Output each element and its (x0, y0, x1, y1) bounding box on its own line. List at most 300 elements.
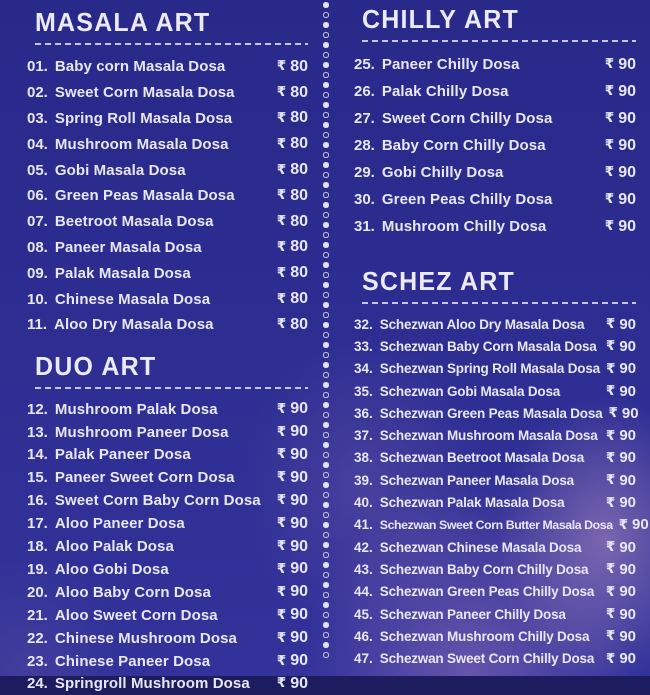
divider-dot (323, 552, 329, 558)
item-price-value: 90 (290, 423, 308, 441)
item-number: 14. (27, 446, 48, 464)
item-price (277, 161, 308, 179)
divider-dot (323, 442, 329, 448)
item-price-value: 90 (632, 516, 649, 534)
divider-dot (323, 622, 329, 628)
divider-dot (323, 262, 329, 268)
item-price (606, 316, 636, 333)
item-price (277, 135, 308, 153)
item-price-value: 90 (290, 514, 308, 532)
item-name: Chinese Masala Dosa (54, 290, 211, 308)
section-duo-art (27, 352, 308, 695)
item-name: Springroll Mushroom Dosa (54, 675, 250, 693)
item-price (277, 652, 308, 670)
rupee-icon: ₹ (276, 560, 287, 576)
divider-dot (323, 92, 329, 98)
rupee-icon: ₹ (604, 83, 615, 98)
item-number: 45. (354, 606, 373, 622)
item-price (277, 560, 308, 578)
item-price (605, 83, 636, 101)
menu-item-row (27, 489, 308, 512)
rupee-icon: ₹ (605, 539, 616, 555)
item-price-value: 80 (290, 57, 308, 75)
item-price (277, 423, 308, 441)
item-price-value: 90 (290, 468, 308, 486)
item-name: Beetroot Masala Dosa (54, 213, 214, 231)
item-number: 31. (354, 218, 375, 235)
item-number: 34. (354, 361, 373, 377)
item-number: 13. (27, 423, 48, 441)
item-price-value: 90 (618, 217, 636, 235)
menu-item-row (27, 131, 308, 157)
item-name: Schezwan Gobi Masala Dosa (379, 383, 561, 399)
menu-item-row (354, 186, 636, 213)
menu-item-row (354, 603, 636, 625)
menu-item-row (27, 209, 308, 235)
item-number: 41. (354, 517, 373, 533)
item-name: Schezwan Baby Corn Masala Dosa (379, 338, 597, 354)
item-number: 38. (354, 450, 373, 466)
item-number: 12. (27, 400, 48, 418)
divider-dot (323, 292, 329, 298)
rupee-icon: ₹ (276, 135, 287, 151)
item-price (277, 109, 308, 127)
item-name: Sweet Corn Chilly Dosa (381, 110, 553, 127)
menu-item-row (354, 105, 636, 132)
menu-column-right (332, 0, 650, 676)
item-price-value: 90 (619, 560, 636, 578)
divider-dot (323, 192, 329, 198)
divider-dot (323, 482, 329, 488)
divider-dot (323, 282, 329, 288)
item-number: 19. (27, 560, 48, 578)
rupee-icon: ₹ (605, 316, 616, 332)
rupee-icon: ₹ (605, 650, 616, 666)
item-number: 24. (27, 675, 48, 693)
item-price-value: 80 (290, 264, 308, 282)
rupee-icon: ₹ (276, 629, 287, 645)
divider-dot (323, 412, 329, 418)
item-price (277, 629, 308, 647)
item-number: 39. (354, 472, 373, 488)
divider-dot (323, 572, 329, 578)
item-price-value: 90 (619, 449, 636, 467)
item-list-chilly-art (354, 51, 636, 240)
item-name: Baby Corn Chilly Dosa (381, 137, 546, 154)
rupee-icon: ₹ (604, 164, 615, 179)
rupee-icon: ₹ (276, 583, 287, 599)
item-price (605, 110, 636, 128)
item-price (605, 137, 636, 155)
item-price-value: 90 (618, 82, 636, 100)
item-name: Mushroom Chilly Dosa (381, 218, 547, 235)
section-title-masala-art: MASALA ART (35, 8, 211, 38)
rupee-icon: ₹ (605, 360, 616, 376)
item-name: Mushroom Masala Dosa (54, 135, 229, 153)
rupee-icon: ₹ (604, 218, 615, 233)
divider-dot (323, 422, 329, 428)
item-name: Chinese Paneer Dosa (54, 652, 211, 670)
item-price-value: 80 (290, 212, 308, 230)
item-price-value: 90 (618, 190, 636, 208)
item-price (606, 338, 636, 355)
item-name: Schezwan Paneer Masala Dosa (379, 472, 574, 488)
item-name: Schezwan Palak Masala Dosa (379, 495, 565, 511)
menu-item-row (27, 604, 308, 627)
menu-item-row (354, 424, 636, 446)
item-price (605, 56, 636, 74)
divider-dot (323, 352, 329, 358)
divider-dot (323, 112, 329, 118)
item-number: 28. (354, 137, 375, 154)
item-number: 40. (354, 495, 373, 511)
divider-dot (323, 52, 329, 58)
item-name: Schezwan Mushroom Chilly Dosa (379, 628, 590, 644)
divider-dot (323, 42, 329, 48)
item-name: Mushroom Palak Dosa (54, 400, 218, 418)
divider-dot (323, 222, 329, 228)
section-title-duo-art: DUO ART (35, 351, 157, 381)
rupee-icon: ₹ (605, 628, 616, 644)
item-name: Palak Chilly Dosa (381, 83, 509, 100)
item-name: Paneer Masala Dosa (54, 238, 202, 256)
divider-dot (323, 402, 329, 408)
item-price-value: 90 (290, 560, 308, 578)
menu-item-row (27, 235, 308, 261)
rupee-icon: ₹ (618, 516, 629, 532)
item-number: 23. (27, 652, 48, 670)
divider-dot (323, 472, 329, 478)
item-name: Schezwan Aloo Dry Masala Dosa (379, 316, 585, 332)
menu-item-row (27, 183, 308, 209)
section-underline (362, 302, 636, 304)
item-price (608, 405, 638, 422)
item-number: 46. (354, 628, 373, 644)
item-number: 11. (27, 316, 48, 334)
section-chilly-art (354, 5, 636, 240)
divider-dot (323, 172, 329, 178)
divider-dot (323, 2, 329, 8)
item-price-value: 80 (290, 109, 308, 127)
item-name: Schezwan Spring Roll Masala Dosa (379, 361, 600, 377)
rupee-icon: ₹ (605, 472, 616, 488)
menu-item-row (354, 536, 636, 558)
item-price (606, 494, 636, 511)
item-number: 21. (27, 606, 48, 624)
rupee-icon: ₹ (276, 515, 287, 531)
item-number: 08. (27, 238, 48, 256)
item-name: Green Peas Chilly Dosa (381, 191, 553, 208)
item-number: 05. (27, 161, 48, 179)
item-name: Aloo Sweet Corn Dosa (54, 606, 218, 624)
item-name: Baby corn Masala Dosa (54, 58, 226, 76)
rupee-icon: ₹ (276, 538, 287, 554)
menu-item-row (354, 78, 636, 105)
item-number: 27. (354, 110, 375, 127)
divider-dot (323, 302, 329, 308)
item-name: Aloo Gobi Dosa (54, 560, 169, 578)
item-number: 37. (354, 428, 373, 444)
menu-item-row (354, 558, 636, 580)
item-number: 30. (354, 191, 375, 208)
item-price-value: 90 (618, 163, 636, 181)
menu-item-row (354, 380, 636, 402)
section-title-schez-art: SCHEZ ART (362, 267, 515, 297)
item-price-value: 90 (290, 583, 308, 601)
item-name: Paneer Chilly Dosa (381, 56, 520, 73)
menu-item-row (354, 335, 636, 357)
menu-item-row (27, 286, 308, 312)
divider-dot (323, 332, 329, 338)
item-name: Schezwan Paneer Chilly Dosa (379, 606, 566, 622)
divider-dot (323, 642, 329, 648)
menu-item-row (27, 260, 308, 286)
divider-dot (323, 392, 329, 398)
item-price-value: 80 (290, 186, 308, 204)
item-name: Aloo Palak Dosa (54, 538, 174, 556)
divider-dot (323, 142, 329, 148)
item-price (606, 561, 636, 578)
divider-dot (323, 272, 329, 278)
item-number: 18. (27, 538, 48, 556)
divider-dot (323, 372, 329, 378)
item-name: Schezwan Sweet Corn Chilly Dosa (379, 651, 595, 667)
item-name: Schezwan Sweet Corn Butter Masala Dosa (379, 517, 613, 532)
item-name: Palak Masala Dosa (54, 264, 191, 282)
item-price-value: 80 (290, 83, 308, 101)
item-number: 33. (354, 338, 373, 354)
rupee-icon: ₹ (604, 110, 615, 125)
rupee-icon: ₹ (276, 238, 287, 254)
divider-dot (323, 122, 329, 128)
divider-dot (323, 562, 329, 568)
menu-item-row (27, 535, 308, 558)
section-masala-art (27, 8, 308, 338)
divider-dot (323, 232, 329, 238)
item-price (277, 675, 308, 693)
menu-item-row (354, 647, 636, 669)
menu-item-row (354, 313, 636, 335)
item-number: 15. (27, 469, 48, 487)
item-price (277, 400, 308, 418)
divider-dot (323, 452, 329, 458)
rupee-icon: ₹ (276, 446, 287, 462)
rupee-icon: ₹ (276, 187, 287, 203)
item-price (606, 472, 636, 489)
menu-item-row (354, 581, 636, 603)
item-number: 47. (354, 651, 373, 667)
section-schez-art (354, 267, 649, 670)
item-name: Palak Paneer Dosa (54, 446, 191, 464)
item-price (605, 191, 636, 209)
item-name: Schezwan Green Peas Masala Dosa (379, 405, 603, 421)
item-price (277, 606, 308, 624)
rupee-icon: ₹ (608, 405, 618, 421)
item-number: 01. (27, 58, 48, 76)
item-price-value: 90 (290, 629, 308, 647)
rupee-icon: ₹ (605, 561, 616, 577)
item-number: 17. (27, 515, 48, 533)
menu-item-row (354, 625, 636, 647)
divider-dot (323, 212, 329, 218)
item-price (277, 290, 308, 308)
item-price-value: 90 (619, 471, 636, 489)
item-number: 44. (354, 584, 373, 600)
divider-dot (323, 132, 329, 138)
divider-dot (323, 462, 329, 468)
section-underline (35, 43, 308, 45)
divider-dot (323, 582, 329, 588)
item-number: 43. (354, 561, 373, 577)
item-price-value: 90 (619, 382, 636, 400)
rupee-icon: ₹ (276, 423, 287, 439)
menu-item-row (27, 312, 308, 338)
menu-item-row (27, 80, 308, 106)
divider-dot (323, 652, 329, 658)
item-list-duo-art (27, 398, 308, 695)
item-number: 04. (27, 135, 48, 153)
item-number: 25. (354, 56, 375, 73)
item-price (277, 515, 308, 533)
item-name: Schezwan Green Peas Chilly Dosa (379, 584, 595, 600)
rupee-icon: ₹ (605, 449, 616, 465)
item-price (606, 360, 636, 377)
section-underline (35, 387, 308, 389)
divider-dot (323, 382, 329, 388)
menu-item-row (27, 672, 308, 695)
item-price-value: 90 (619, 337, 636, 355)
rupee-icon: ₹ (276, 109, 287, 125)
item-name: Green Peas Masala Dosa (54, 187, 235, 205)
item-price-value: 90 (619, 315, 636, 333)
item-price-value: 90 (290, 491, 308, 509)
menu-item-row (27, 627, 308, 650)
menu-item-row (354, 51, 636, 78)
divider-dot (323, 32, 329, 38)
item-name: Aloo Paneer Dosa (54, 515, 185, 533)
rupee-icon: ₹ (276, 161, 287, 177)
rupee-icon: ₹ (276, 652, 287, 668)
rupee-icon: ₹ (604, 191, 615, 206)
menu-item-row (27, 444, 308, 467)
item-name: Chinese Mushroom Dosa (54, 629, 237, 647)
item-price-value: 90 (290, 606, 308, 624)
item-name: Sweet Corn Masala Dosa (54, 84, 235, 102)
rupee-icon: ₹ (605, 338, 616, 354)
menu-item-row (27, 558, 308, 581)
rupee-icon: ₹ (276, 400, 287, 416)
item-price-value: 90 (618, 109, 636, 127)
item-name: Spring Roll Masala Dosa (54, 109, 233, 127)
item-number: 32. (354, 316, 373, 332)
rupee-icon: ₹ (276, 492, 287, 508)
item-price-value: 90 (618, 55, 636, 73)
item-price-value: 90 (619, 538, 636, 556)
menu-column-left (0, 0, 322, 693)
divider-dot (323, 152, 329, 158)
rupee-icon: ₹ (604, 137, 615, 152)
divider-dot (323, 12, 329, 18)
divider-dot (323, 632, 329, 638)
item-number: 26. (354, 83, 375, 100)
item-price-value: 90 (290, 537, 308, 555)
menu-item-row (27, 398, 308, 421)
item-name: Schezwan Baby Corn Chilly Dosa (379, 561, 589, 577)
menu-item-row (27, 650, 308, 673)
item-name: Paneer Sweet Corn Dosa (54, 469, 235, 487)
item-price-value: 80 (290, 135, 308, 153)
item-price-value: 90 (290, 445, 308, 463)
menu-item-row (27, 581, 308, 604)
menu-item-row (354, 447, 636, 469)
item-name: Schezwan Beetroot Masala Dosa (379, 450, 585, 466)
item-price-value: 90 (619, 583, 636, 601)
divider-dot (323, 202, 329, 208)
menu-item-row (354, 402, 639, 424)
divider-dot (323, 252, 329, 258)
item-number: 22. (27, 629, 48, 647)
item-price (277, 187, 308, 205)
item-price (605, 164, 636, 182)
rupee-icon: ₹ (276, 213, 287, 229)
item-list-schez-art (354, 313, 649, 670)
menu-item-row (27, 421, 308, 444)
divider-dot (323, 312, 329, 318)
item-name: Mushroom Paneer Dosa (54, 423, 229, 441)
item-name: Aloo Dry Masala Dosa (54, 316, 214, 334)
item-price (606, 383, 636, 400)
item-price-value: 90 (619, 605, 636, 623)
item-price-value: 90 (619, 627, 636, 645)
divider-dot (323, 342, 329, 348)
menu-item-row (354, 213, 636, 240)
menu-item-row (354, 159, 636, 186)
item-price-value: 80 (290, 161, 308, 179)
item-price (606, 449, 636, 466)
item-price (277, 446, 308, 464)
divider-dot (323, 602, 329, 608)
divider-dot (323, 362, 329, 368)
rupee-icon: ₹ (276, 316, 287, 332)
rupee-icon: ₹ (276, 675, 287, 691)
item-number: 02. (27, 84, 48, 102)
menu-item-row (27, 106, 308, 132)
rupee-icon: ₹ (276, 469, 287, 485)
divider-dot (323, 502, 329, 508)
item-price-value: 90 (619, 650, 636, 668)
item-number: 06. (27, 187, 48, 205)
item-price (606, 606, 636, 623)
menu-item-row (27, 54, 308, 80)
rupee-icon: ₹ (605, 427, 616, 443)
item-number: 36. (354, 405, 373, 421)
divider-dot (323, 492, 329, 498)
item-name: Aloo Baby Corn Dosa (54, 583, 211, 601)
divider-dot (323, 62, 329, 68)
item-name: Schezwan Chinese Masala Dosa (379, 539, 582, 555)
item-price (619, 516, 649, 533)
item-price-value: 90 (619, 427, 636, 445)
item-price-value: 80 (290, 315, 308, 333)
menu-item-row (354, 491, 636, 513)
item-number: 09. (27, 264, 48, 282)
rupee-icon: ₹ (605, 383, 616, 399)
item-number: 35. (354, 383, 373, 399)
item-price (606, 539, 636, 556)
item-number: 10. (27, 290, 48, 308)
rupee-icon: ₹ (605, 583, 616, 599)
item-name: Gobi Chilly Dosa (381, 164, 504, 181)
